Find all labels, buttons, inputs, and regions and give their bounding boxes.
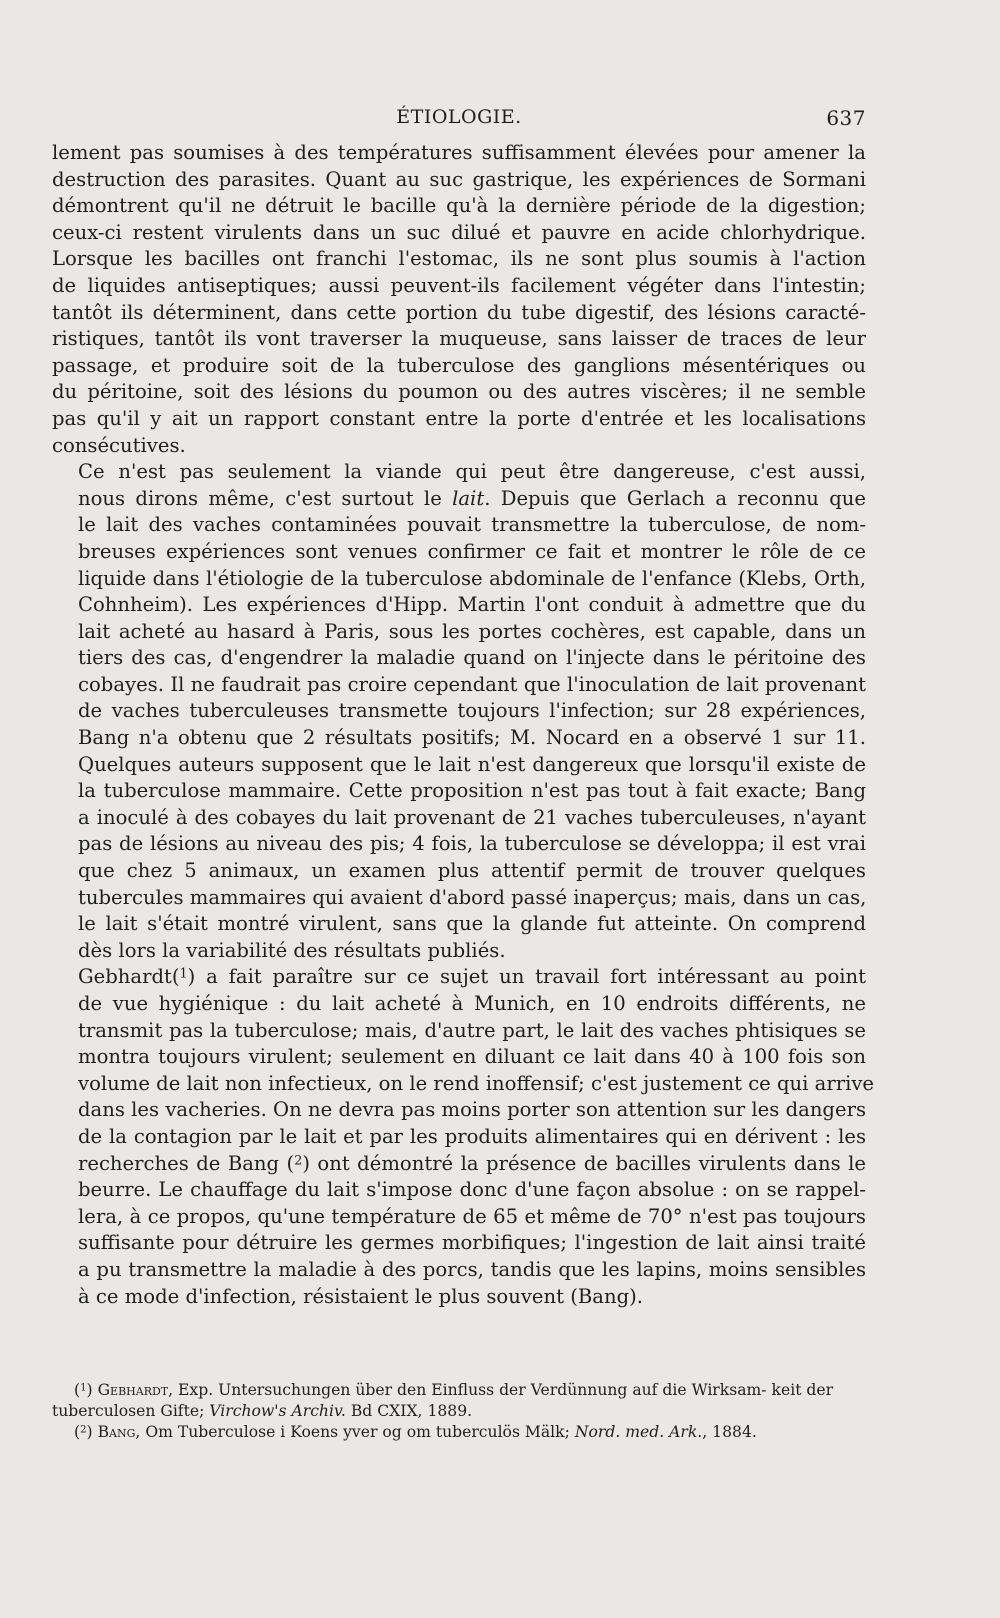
text-line: de liquides antiseptiques; aussi peuvent-ils facilement végéter dans l'intestin;: [52, 273, 866, 297]
text-line: Ce n'est pas seulement la viande qui peut être dangereuse, c'est aussi,: [78, 460, 866, 484]
text-line: passage, et produire soit de la tuberculose des ganglions mésentériques ou: [52, 353, 866, 377]
text-fragment: Gebhardt: [78, 965, 172, 989]
text-line: le lait s'était montré virulent, sans que la glande fut atteinte. On comprend: [78, 912, 866, 936]
footnote-2: ($^2$) Bang, Om Tuberculose i Koens yver og om tuberculös Mälk; Nord. med. Ark., 1884.: [74, 1423, 757, 1441]
page-number: 637: [826, 106, 866, 130]
text-line: lera, à ce propos, qu'une température de 65 et même de 70° n'est pas toujours: [78, 1204, 866, 1228]
footnote-journal: Virchow's Archiv.: [209, 1402, 346, 1420]
text-line: Bang n'a obtenu que 2 résultats positifs; M. Nocard en a observé 1 sur 11.: [78, 726, 866, 750]
text-line: que chez 5 animaux, un examen plus attentif permit de trouver quelques: [78, 859, 866, 883]
text-line: Gebhardt($^1$) a fait paraître sur ce sujet un travail fort intéressant au point: [78, 965, 866, 989]
text-line: tiers des cas, d'engendrer la maladie quand on l'injecte dans le péritoine des: [78, 646, 866, 670]
text-line: transmit pas la tuberculose; mais, d'autre part, le lait des vaches phtisiques se: [78, 1018, 866, 1042]
running-header: [52, 106, 866, 136]
text-line: dans les vacheries. On ne devra pas moins porter son attention sur les dangers: [78, 1098, 866, 1122]
footnote-author: Bang: [97, 1423, 136, 1441]
text-fragment: ) ont démontré la présence de bacilles virulents dans le: [302, 1151, 866, 1175]
text-line: Quelques auteurs supposent que le lait n'est dangereux que lorsqu'il existe de: [78, 752, 866, 776]
text-line: suffisante pour détruire les germes morbifiques; l'ingestion de lait ainsi traité: [78, 1231, 866, 1255]
footnote-text: keit der tuberculosen Gifte;: [52, 1381, 834, 1420]
text-line: tubercules mammaires qui avaient d'abord passé inaperçus; mais, dans un cas,: [78, 885, 867, 909]
footnote-text: Bd CXIX, 1889.: [345, 1402, 473, 1420]
footnote-text: , Om Tuberculose i Koens yver og om tuberculös Mälk;: [135, 1423, 570, 1441]
text-line: Cohnheim). Les expériences d'Hipp. Martin l'ont conduit à admettre que du: [78, 593, 866, 617]
text-line: lait acheté au hasard à Paris, sous les portes cochères, est capable, dans un: [78, 619, 866, 643]
text-line: destruction des parasites. Quant au suc gastrique, les expériences de Sormani: [52, 167, 866, 191]
text-line: lement pas soumises à des températures suffisamment élevées pour amener la: [52, 141, 866, 164]
text-line: pas de lésions au niveau des pis; 4 fois, la tuberculose se développa; il est vrai: [78, 832, 866, 856]
text-line: de vue hygiénique : du lait acheté à Munich, en 10 endroits différents, ne: [78, 992, 866, 1015]
footnote-1: ($^1$) Gebhardt, Exp. Untersuchungen über den Einfluss der Verdünnung auf die Wirksam- keit der tuberculosen Gifte; Virchow's Archiv. Bd CXIX, 1889.: [52, 1381, 834, 1420]
text-fragment: ) a fait paraître sur ce sujet un travail fort intéressant au point: [187, 965, 866, 989]
footnote-text: , 1884.: [702, 1423, 757, 1441]
text-line: de vaches tuberculeuses transmette toujours l'infection; sur 28 expériences,: [78, 699, 866, 723]
text-line: à ce mode d'infection, résistaient le plus souvent (Bang).: [78, 1284, 643, 1308]
text-line: [52, 1151, 866, 1178]
text-line: [52, 486, 866, 513]
text-line: la tuberculose mammaire. Cette proposition n'est pas tout à fait exacte; Bang: [78, 779, 866, 803]
text-line: cobayes. Il ne faudrait pas croire cependant que l'inoculation de lait provenant: [78, 672, 866, 696]
text-fragment: nous dirons même, c'est surtout le: [78, 486, 442, 510]
footnotes: [52, 1380, 866, 1443]
text-line: volume de lait non infectieux, on le rend inoffensif; c'est justement ce qui arrive: [78, 1071, 875, 1095]
running-title: ÉTIOLOGIE.: [396, 106, 522, 128]
footnote-journal: Nord. med. Ark.: [574, 1423, 703, 1441]
footnote-mark: 2: [80, 1424, 87, 1436]
text-line: démontrent qu'il ne détruit le bacille qu'à la dernière période de la digestion;: [52, 194, 866, 218]
body-text: [52, 140, 875, 1310]
text-line: du péritoine, soit des lésions du poumon ou des autres viscères; il ne semble: [52, 380, 866, 404]
text-fragment: recherches de Bang (: [78, 1151, 295, 1175]
text-line: ceux-ci restent virulents dans un suc dilué et pauvre en acide chlorhydrique.: [52, 220, 866, 244]
text-line: breuses expériences sont venues confirmer ce fait et montrer le rôle de ce: [78, 539, 866, 563]
footnote-ref: 1: [179, 966, 188, 982]
text-line: a inoculé à des cobayes du lait provenant de 21 vaches tuberculeuses, n'ayant: [78, 805, 866, 829]
footnote-text: , Exp. Untersuchungen über den Einfluss der Verdünnung auf die Wirksam-: [168, 1381, 767, 1399]
text-line: ristiques, tantôt ils vont traverser la muqueuse, sans laisser de traces de leur: [52, 327, 866, 351]
text-line: beurre. Le chauffage du lait s'impose donc d'une façon absolue : on se rappel-: [78, 1178, 866, 1202]
paragraph-3: [52, 964, 875, 1310]
text-line: le lait des vaches contaminées pouvait transmettre la tuberculose, de nom-: [78, 513, 866, 537]
text-line: Lorsque les bacilles ont franchi l'estomac, ils ne sont plus soumis à l'action: [52, 247, 866, 271]
footnote-author: Gebhardt: [97, 1381, 169, 1399]
text-line: tantôt ils déterminent, dans cette portion du tube digestif, des lésions caracté-: [52, 300, 866, 324]
text-line: dès lors la variabilité des résultats publiés.: [78, 938, 506, 962]
text-line: pas qu'il y ait un rapport constant entre la porte d'entrée et les localisations: [52, 406, 866, 430]
paragraph-2: [52, 459, 866, 964]
text-fragment: . Depuis que Gerlach a reconnu que: [484, 486, 866, 510]
footnote-mark: 1: [80, 1382, 87, 1394]
text-line: consécutives.: [52, 433, 186, 457]
text-line: liquide dans l'étiologie de la tuberculose abdominale de l'enfance (Klebs, Orth,: [78, 566, 866, 590]
text-line: de la contagion par le lait et par les produits alimentaires qui en dérivent : les: [78, 1124, 866, 1148]
text-line: a pu transmettre la maladie à des porcs, tandis que les lapins, moins sensibles: [78, 1257, 866, 1281]
text-line: montra toujours virulent; seulement en diluant ce lait dans 40 à 100 fois son: [78, 1045, 866, 1069]
footnote-ref: 2: [294, 1152, 303, 1168]
italic-word: lait: [452, 486, 485, 510]
paragraph-1: [52, 140, 866, 459]
